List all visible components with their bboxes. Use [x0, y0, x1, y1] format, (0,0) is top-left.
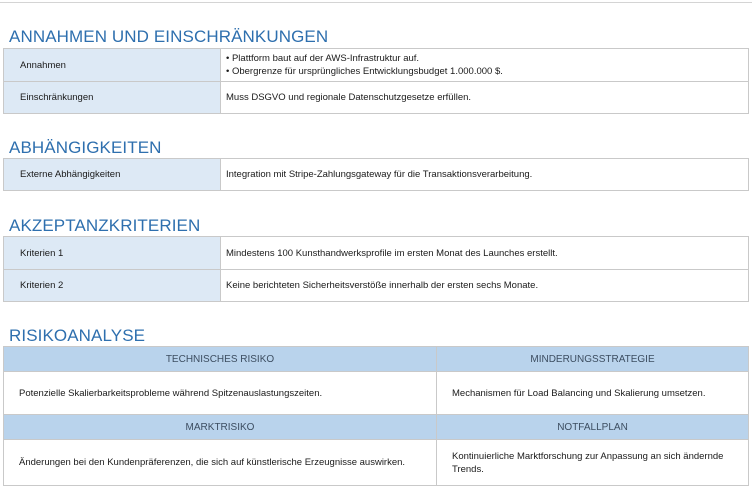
- abhaengigkeiten-table: [3, 158, 749, 191]
- notfallplan-text: [437, 440, 749, 486]
- table-row: [4, 237, 749, 270]
- header-minderungsstrategie: MINDERUNGSSTRATEGIE: [437, 347, 749, 372]
- row-value: Keine berichteten Sicherheitsverstöße innerhalb der ersten sechs Monate.: [221, 270, 749, 302]
- risiko-table: [3, 346, 749, 486]
- section-title-risiko: RISIKOANALYSE: [9, 326, 146, 345]
- table-row: [4, 372, 749, 415]
- marktrisiko-text: Änderungen bei den Kundenpräferenzen, die sich auf künstlerische Erzeugnisse auswirken.: [4, 440, 437, 486]
- table-row: [4, 440, 749, 486]
- bullet-line: • Plattform baut auf der AWS-Infrastruktur auf.: [226, 53, 420, 64]
- table-row: [4, 270, 749, 302]
- section-title-akzeptanz: AKZEPTANZKRITERIEN: [9, 216, 201, 235]
- akzeptanz-table: [3, 236, 749, 302]
- notfallplan-line: Kontinuierliche Marktforschung zur Anpassung an sich ändernde: [452, 450, 724, 462]
- notfallplan-line: Trends.: [452, 463, 484, 475]
- row-label: Kriterien 2: [4, 270, 221, 302]
- annahmen-table: [3, 48, 749, 114]
- technisches-risiko-text: Potenzielle Skalierbarkeitsprobleme während Spitzenauslastungszeiten.: [4, 372, 437, 415]
- header-notfallplan: NOTFALLPLAN: [437, 415, 749, 440]
- table-row: [4, 159, 749, 191]
- row-label: Kriterien 1: [4, 237, 221, 270]
- row-label: Einschränkungen: [4, 82, 221, 114]
- section-title-abhaengigkeiten: ABHÄNGIGKEITEN: [9, 138, 162, 157]
- row-value: Mindestens 100 Kunsthandwerksprofile im ersten Monat des Launches erstellt.: [221, 237, 749, 270]
- top-divider: [0, 2, 752, 3]
- bullet-line: • Obergrenze für ursprüngliches Entwicklungsbudget 1.000.000 $.: [226, 66, 503, 77]
- row-label: Externe Abhängigkeiten: [4, 159, 221, 191]
- table-row: [4, 82, 749, 114]
- row-value: Muss DSGVO und regionale Datenschutzgesetze erfüllen.: [221, 82, 749, 114]
- header-marktrisiko: MARKTRISIKO: [4, 415, 437, 440]
- section-title-annahmen: ANNAHMEN UND EINSCHRÄNKUNGEN: [9, 27, 329, 46]
- minderungsstrategie-text: Mechanismen für Load Balancing und Skalierung umsetzen.: [437, 372, 749, 415]
- table-row: [4, 415, 749, 440]
- table-row: [4, 49, 749, 82]
- row-label: Annahmen: [4, 49, 221, 82]
- row-value: Integration mit Stripe-Zahlungsgateway für die Transaktionsverarbeitung.: [221, 159, 749, 191]
- row-value: [221, 49, 749, 82]
- table-row: [4, 347, 749, 372]
- header-technisches-risiko: TECHNISCHES RISIKO: [4, 347, 437, 372]
